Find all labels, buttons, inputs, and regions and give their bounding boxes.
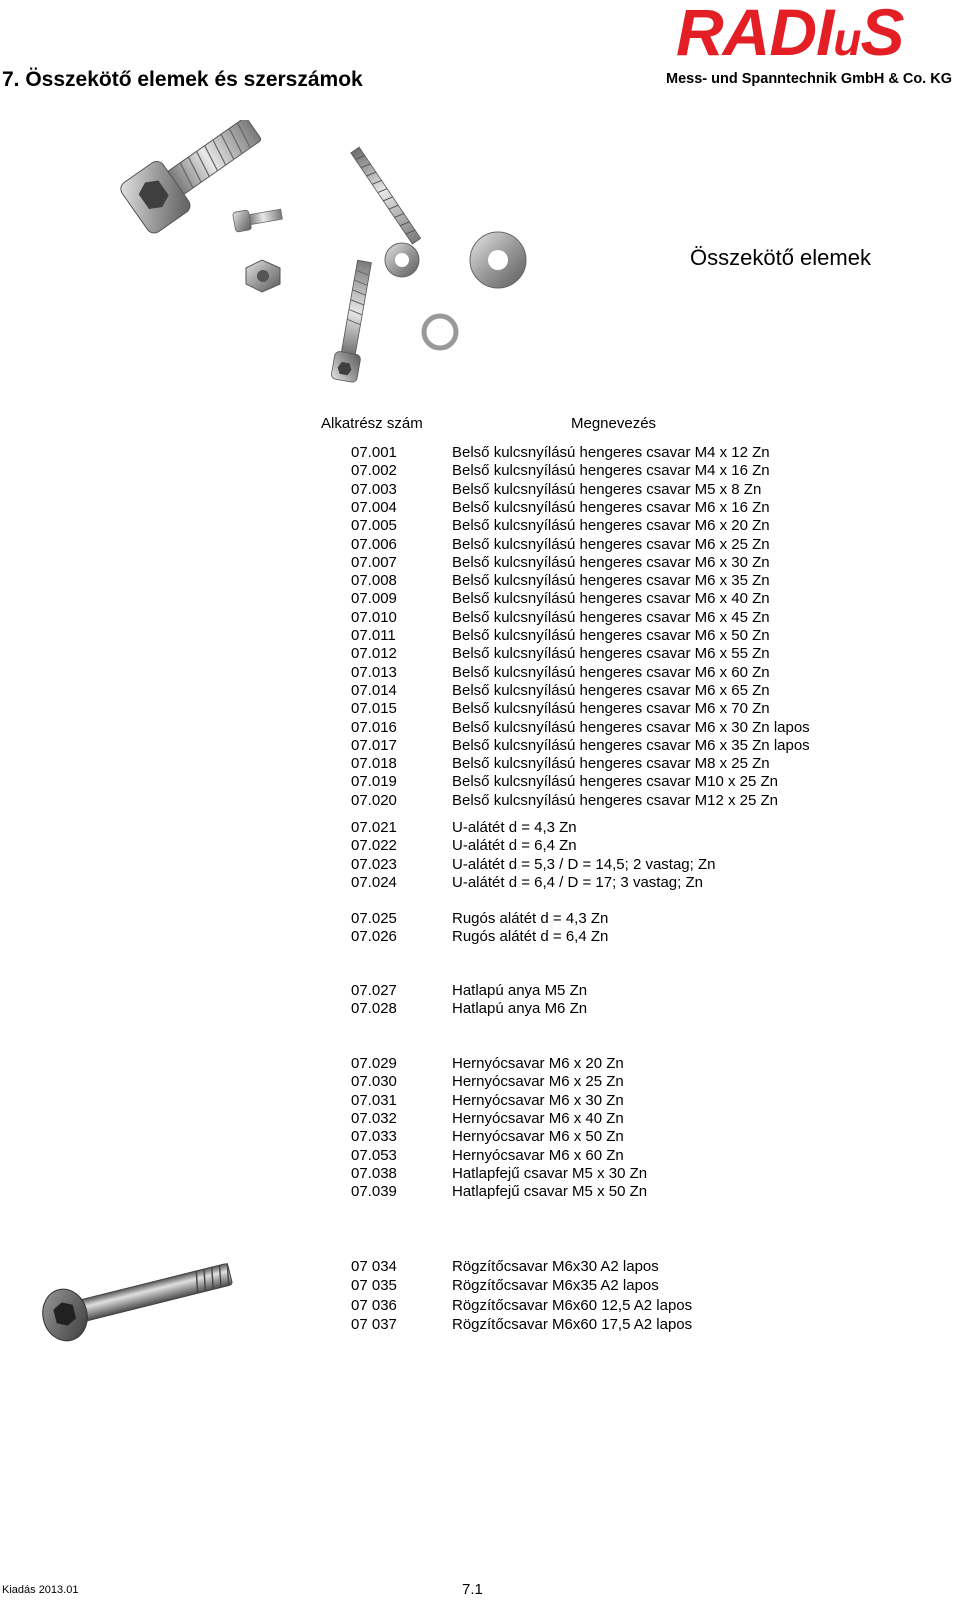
part-description: Belső kulcsnyílású hengeres csavar M8 x 25 Zn [452,755,770,773]
part-number: 07.039 [351,1183,397,1201]
table-row [0,572,960,590]
part-number: 07.003 [351,480,397,498]
part-description: Hernyócsavar M6 x 40 Zn [452,1109,624,1127]
part-description: Hernyócsavar M6 x 25 Zn [452,1073,624,1091]
part-number: 07.038 [351,1165,397,1182]
part-number: 07.002 [351,462,397,480]
company-logo [662,0,958,92]
part-description: Rögzítőcsavar M6x60 17,5 A2 lapos [452,1315,693,1333]
part-description: Rögzítőcsavar M6x35 A2 lapos [452,1277,659,1295]
part-description: Hernyócsavar M6 x 60 Zn [452,1146,624,1164]
part-number: 07.053 [351,1146,397,1164]
part-number: 07.017 [351,736,397,754]
part-number: 07.016 [351,718,397,736]
part-number: 07.005 [351,517,397,535]
part-number: 07.001 [351,444,397,461]
table-row [0,1165,960,1183]
part-number: 07 037 [351,1315,397,1333]
table-row [0,1073,960,1091]
hardware-photo [120,120,560,400]
table-row [0,627,960,645]
part-number: 07.012 [351,645,397,663]
table-row [0,536,960,554]
part-description: Belső kulcsnyílású hengeres csavar M4 x 12 Zn [452,444,770,461]
part-description: U-alátét d = 5,3 / D = 14,5; 2 vastag; Zn [452,855,716,873]
part-number: 07.006 [351,535,397,553]
table-row [0,1110,960,1128]
part-number: 07.013 [351,663,397,681]
part-number: 07.008 [351,572,397,590]
part-description: Belső kulcsnyílású hengeres csavar M6 x 35 Zn lapos [452,736,810,754]
table-row [0,481,960,499]
part-description: Hatlapfejű csavar M5 x 30 Zn [452,1165,648,1182]
part-number: 07 035 [351,1277,397,1295]
table-row [0,462,960,480]
table-row [0,1092,960,1110]
page-number: 7.1 [462,1581,483,1598]
logo-subtitle: Mess- und Spanntechnik GmbH & Co. KG [666,71,952,87]
part-description: Hatlapú anya M6 Zn [452,1000,588,1018]
part-number: 07.028 [351,1000,397,1018]
table-row [0,837,960,855]
part-description: Belső kulcsnyílású hengeres csavar M6 x 50 Zn [452,627,770,644]
part-description: Hernyócsavar M6 x 30 Zn [452,1091,624,1109]
part-description: Belső kulcsnyílású hengeres csavar M5 x 8 Zn [452,480,762,498]
part-description: Belső kulcsnyílású hengeres csavar M6 x 65 Zn [452,681,770,699]
table-row [0,856,960,874]
page-title: 7. Összekötő elemek és szerszámok [2,68,363,91]
part-description: Hatlapú anya M5 Zn [452,982,588,999]
part-number: 07 034 [351,1258,397,1275]
part-description: Belső kulcsnyílású hengeres csavar M6 x 40 Zn [452,590,770,608]
part-number: 07.029 [351,1055,397,1072]
table-row [0,554,960,572]
part-description: Hernyócsavar M6 x 20 Zn [452,1055,624,1072]
part-number: 07.025 [351,910,397,927]
table-row [0,874,960,892]
part-number: 07.031 [351,1091,397,1109]
part-description: U-alátét d = 4,3 Zn [452,819,577,836]
part-description: Belső kulcsnyílású hengeres csavar M6 x 55 Zn [452,645,770,663]
table-row [0,773,960,791]
table-row [0,1147,960,1165]
part-number: 07.014 [351,681,397,699]
table-row [0,664,960,682]
table-row [0,928,960,946]
column-header-name: Megnevezés [571,415,657,432]
column-header-part-number: Alkatrész szám [321,415,423,432]
part-description: Belső kulcsnyílású hengeres csavar M6 x 16 Zn [452,498,770,516]
part-number: 07.023 [351,855,397,873]
table-row [0,910,960,928]
part-description: Rugós alátét d = 6,4 Zn [452,928,609,946]
table-row [0,1128,960,1146]
part-description: U-alátét d = 6,4 Zn [452,837,577,855]
part-description: U-alátét d = 6,4 / D = 17; 3 vastag; Zn [452,873,703,891]
part-description: Rögzítőcsavar M6x30 A2 lapos [452,1258,659,1275]
part-number: 07.004 [351,498,397,516]
table-row [0,719,960,737]
part-description: Belső kulcsnyílású hengeres csavar M6 x 35 Zn [452,572,770,590]
table-row [0,590,960,608]
table-row [0,444,960,462]
part-number: 07.026 [351,928,397,946]
table-row [0,609,960,627]
part-description: Belső kulcsnyílású hengeres csavar M6 x 70 Zn [452,700,770,718]
table-row [0,700,960,718]
table-row [0,982,960,1000]
part-description: Belső kulcsnyílású hengeres csavar M6 x 20 Zn [452,517,770,535]
part-description: Hernyócsavar M6 x 50 Zn [452,1128,624,1146]
part-number: 07.009 [351,590,397,608]
table-row [0,1055,960,1073]
table-row [0,499,960,517]
part-number: 07.033 [351,1128,397,1146]
part-number: 07.010 [351,608,397,626]
part-description: Belső kulcsnyílású hengeres csavar M6 x 30 Zn lapos [452,718,810,736]
table-row [0,682,960,700]
part-description: Belső kulcsnyílású hengeres csavar M6 x 60 Zn [452,663,770,681]
part-number: 07.007 [351,553,397,571]
part-number: 07.024 [351,873,397,891]
part-number: 07.019 [351,773,397,791]
part-number: 07.018 [351,755,397,773]
part-description: Belső kulcsnyílású hengeres csavar M6 x 30 Zn [452,553,770,571]
table-row [0,792,960,810]
table-row [0,1000,960,1018]
section-title: Összekötő elemek [690,245,871,270]
part-number: 07.015 [351,700,397,718]
part-number: 07.027 [351,982,397,999]
logo-name: RADIuS [676,0,904,69]
part-description: Belső kulcsnyílású hengeres csavar M10 x 25 Zn [452,773,778,791]
part-description: Belső kulcsnyílású hengeres csavar M6 x 45 Zn [452,608,770,626]
part-description: Rögzítőcsavar M6x60 12,5 A2 lapos [452,1296,693,1314]
part-description: Belső kulcsnyílású hengeres csavar M12 x 25 Zn [452,791,778,809]
table-row [0,645,960,663]
part-description: Rugós alátét d = 4,3 Zn [452,910,609,927]
part-number: 07.021 [351,819,397,836]
part-description: Belső kulcsnyílású hengeres csavar M6 x 25 Zn [452,535,770,553]
part-description: Belső kulcsnyílású hengeres csavar M4 x 16 Zn [452,462,770,480]
part-number: 07 036 [351,1296,397,1314]
table-row [0,819,960,837]
part-number: 07.011 [351,627,396,644]
part-number: 07.022 [351,837,397,855]
part-number: 07.030 [351,1073,397,1091]
table-row [0,737,960,755]
table-row [0,517,960,535]
table-row [0,1183,960,1201]
footer-edition: Kiadás 2013.01 [2,1584,79,1596]
part-number: 07.020 [351,791,397,809]
part-number: 07.032 [351,1109,397,1127]
table-row [0,755,960,773]
part-description: Hatlapfejű csavar M5 x 50 Zn [452,1183,648,1201]
cap-screw-photo [25,1235,275,1355]
